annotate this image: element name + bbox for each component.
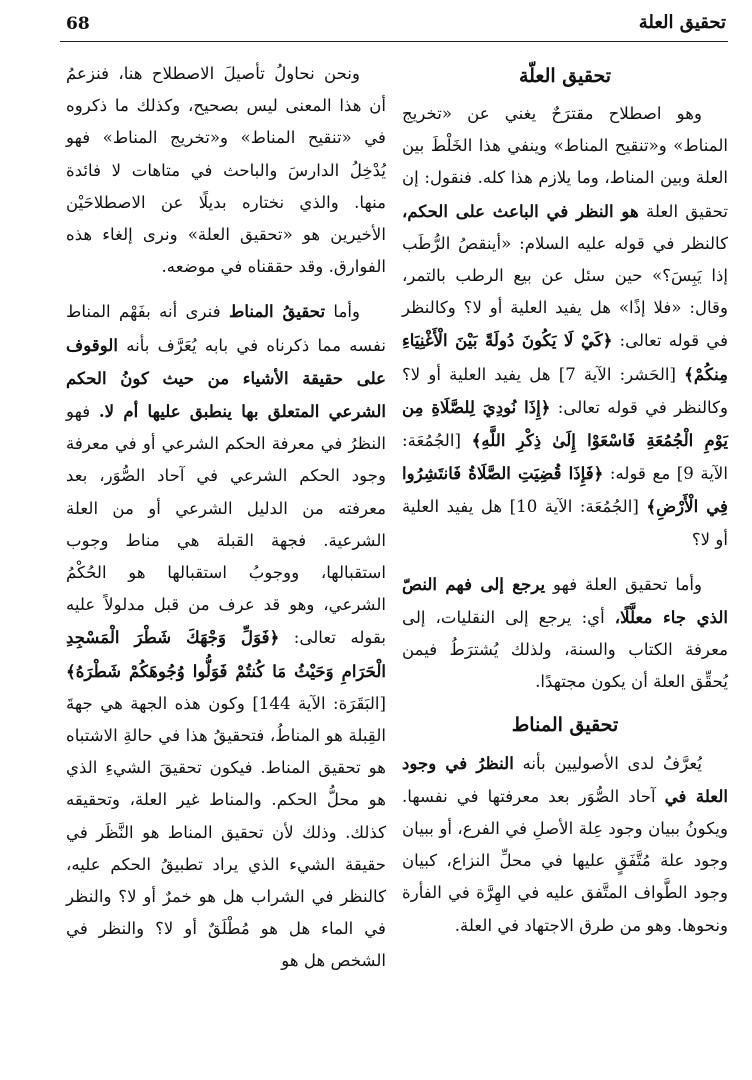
bold-phrase: تحقيقُ المناط	[228, 301, 326, 322]
bold-phrase: النظرُ في وجود العلة في	[402, 752, 728, 806]
bold-phrase: يرجع إلى فهم النصّ الذي جاء معلَّلًا،	[402, 573, 728, 628]
section-heading-illah: تحقيق العلّة	[518, 65, 612, 87]
right-column	[402, 58, 728, 942]
bold-phrase: الوقوف على حقيقة الأشياء من حيث كونُ الحكم الشرعي المتعلق بها ينطبق عليها أم لا.	[66, 334, 386, 422]
paragraph-manat-explanation: وأما تحقيقُ المناط فنرى أنه بفَهْم المناط نفسه مما ذكرناه في بابه يُعَرَّف بأنه الوقوف على حقيقة الأشياء من حيث كونُ الحكم الشرعي المتعلق بها ينطبق عليها أم لا. فهو النظرُ في معرفة الحكم الشرعي أو في معرفة وجود الحكم الشرعي في آحاد الصُّوَر، بعد معرفته من الدليل الشرعي أو من العلة الشرعية. فجهة القبلة هي مناط وجوب استقبالها، ووجوبُ استقبالها هو الحُكْمُ الشرعي، وهو قد عرف من قبل مدلولاً عليه بقوله تعالى: ﴿فَوَلِّ وَجْهَكَ شَطْرَ الْمَسْجِدِ الْحَرَامِ وَحَيْثُ مَا كُنتُمْ فَوَلُّوا وُجُوهَكُمْ شَطْرَهُ﴾ [البَقَرَة: الآية 144] وكون هذه الجهة هي جهةَ القِبلة هو المناطُ، فتحقيقُ هذا في حالةِ الاشتباه هو تحقيق المناط. فيكون تحقيقَ الشيءِ الذي هو محلُّ الحكم. والمناط غير العلة، وتحقيقه كذلك. وذلك لأن تحقيق المناط هو النَّظَر في حقيقة الشيء الذي يراد تطبيقُ الحكم عليه، كالنظر في الشراب هل هو خمرٌ أو لا؟ والنظر في الماء هل هو مُطْلَقٌ أو لا؟ والنظر في الشخص هل هو	[66, 301, 386, 971]
quran-verse: ﴿كَيْ لَا يَكُونَ دُولَةً بَيْنَ الْأَغْنِيَاءِ مِنكُمْ﴾	[402, 330, 728, 384]
quran-verse: ﴿إِذَا نُودِيَ لِلصَّلَاةِ مِن يَوْمِ الْجُمُعَةِ فَاسْعَوْا إِلَىٰ ذِكْرِ اللَّهِ﴾	[402, 396, 728, 451]
left-column	[66, 58, 386, 978]
paragraph-manat-definition: يُعرَّفُ لدى الأصوليين بأنه النظرُ في وجود العلة في آحاد الصُّوَر بعد معرفتها في نفسها. ويكونُ ببيان وجود عِلة الأصلِ في الفرع، أو ببيان وجود علة مُتَّفَقٍ عليها في محلِّ النزاع، كبيان وجود الطَّواف المتَّفق عليه في الهِرَّة في الفأرة ونحوها. وهو من طرق الاجتهاد في العلة.	[402, 752, 728, 935]
bold-phrase: هو النظر في الباعث على الحكم،	[402, 200, 639, 221]
paragraph-illah-definition: وهو اصطلاح مقترَحٌ يغني عن «تخريج المناط» و«تنقيح المناط» وينفي هذا الخَلْطَ بين العلة وبين المناط، وما يلازم هذا كله. فنقول: إن تحقيق العلة هو النظر في الباعث على الحكم، كالنظر في قوله عليه السلام: «أينقصُ الرُّطَب إذا يَبِسَ؟» حين سئل عن بيع الرطب بالتمر، وقال: «فلا إذًا» هل يفيد العلية أو لا؟ وكالنظر في قوله تعالى: ﴿كَيْ لَا يَكُونَ دُولَةً بَيْنَ الْأَغْنِيَاءِ مِنكُمْ﴾ [الحَشر: الآية 7] هل يفيد العلية أو لا؟ وكالنظر في قوله تعالى: ﴿إِذَا نُودِيَ لِلصَّلَاةِ مِن يَوْمِ الْجُمُعَةِ فَاسْعَوْا إِلَىٰ ذِكْرِ اللَّهِ﴾ [الجُمُعَة: الآية 9] مع قوله: ﴿فَإِذَا قُضِيَتِ الصَّلَاةُ فَانتَشِرُوا فِي الْأَرْضِ﴾ [الجُمُعَة: الآية 10] هل يفيد العلية أو لا؟	[402, 104, 728, 549]
paragraph-illah-source: وأما تحقيق العلة فهو يرجع إلى فهم النصّ الذي جاء معلَّلًا، أي: يرجع إلى النقليات، إلى معرفة الكتاب والسنة، ولذلك يُشترَطُ فيمن يُحقِّق العلة أن يكون مجتهدًا.	[402, 573, 728, 692]
page-number: 68	[66, 14, 90, 34]
paragraph-terminology: ونحن نحاولُ تأصيلَ الاصطلاح هنا، فنزعمُ أن هذا المعنى ليس بصحيح، وكذلك ما ذكروه في «تنقيح المناط» و«تخريج المناط» فهو يُدْخِلُ الدارسَ والباحث في متاهات لا فائدة منها. والذي نختاره بديلًا عن الاصطلاحَيْن الأخيرين هو «تحقيق العلة» ونرى إلغاء هذه الفوارق. وقد حققناه في موضعه.	[66, 64, 386, 277]
page-header	[66, 10, 726, 40]
section-heading-manat: تحقيق المناط	[511, 713, 619, 736]
running-title: تحقيق العلة	[638, 12, 726, 33]
quran-verse: ﴿فَإِذَا قُضِيَتِ الصَّلَاةُ فَانتَشِرُوا فِي الْأَرْضِ﴾	[402, 463, 728, 517]
quran-verse: ﴿فَوَلِّ وَجْهَكَ شَطْرَ الْمَسْجِدِ الْحَرَامِ وَحَيْثُ مَا كُنتُمْ فَوَلُّوا وُجُوهَكُمْ شَطْرَهُ﴾	[66, 627, 386, 681]
header-rule	[60, 41, 728, 42]
